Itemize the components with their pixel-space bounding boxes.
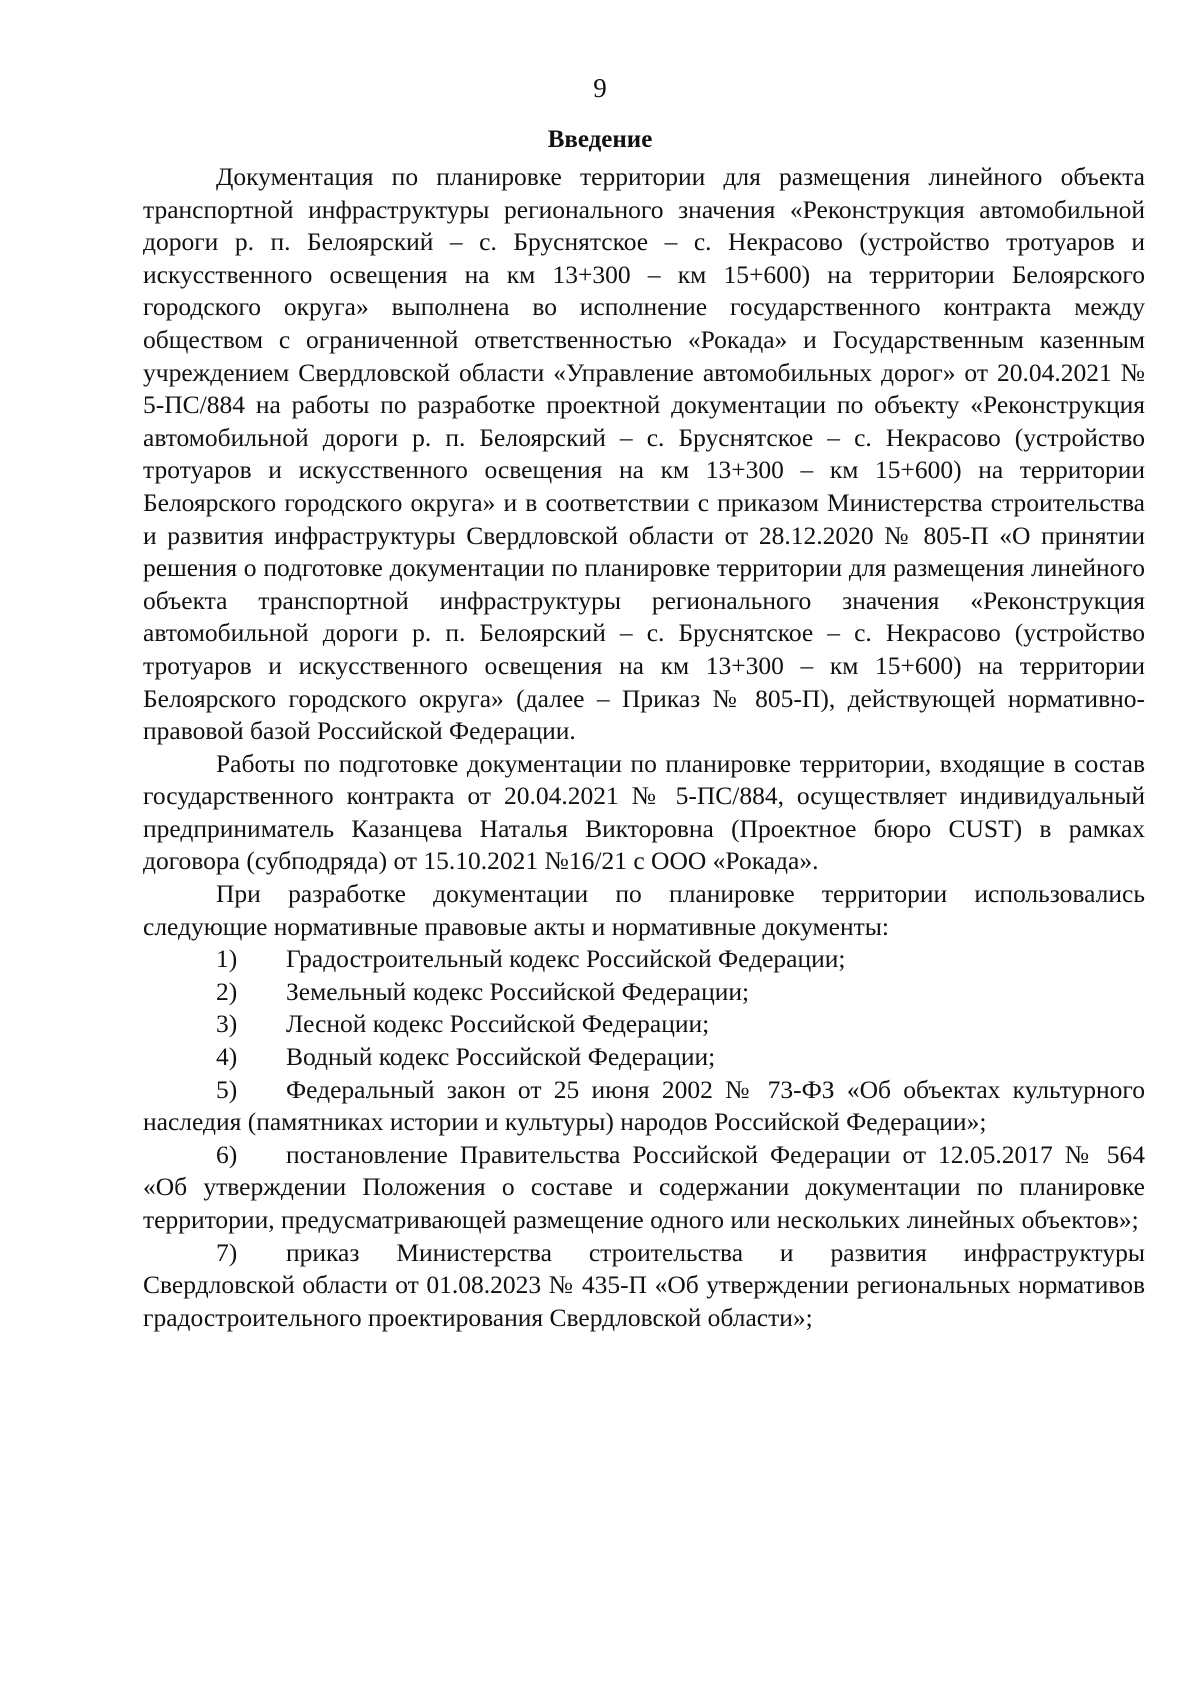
list-item-text: приказ Министерства строительства и развития инфраструктуры Свердловской области от 01.08.2023 № 435-П «Об утверждении региональных нормативов градостроительного проектирования Свердловской области»; [143,1237,1145,1332]
list-item-number: 2) [216,976,238,1006]
list-item-text: Водный кодекс Российской Федерации; [286,1042,716,1072]
section-heading: Введение [547,126,653,153]
list-item [143,1074,1145,1139]
list-item-number: 4) [216,1042,238,1072]
list-item-number: 7) [216,1237,238,1267]
list-item-number: 1) [216,944,238,974]
list-item-text: постановление Правительства Российской Федерации от 12.05.2017 № 564 «Об утверждении Положения о составе и содержании документации по планировке территории, предусматривающей размещение одного или нескольких линейных объектов»; [143,1139,1145,1234]
list-item [143,1139,1145,1237]
document-body [143,161,1145,1334]
list-item-text: Градостроительный кодекс Российской Федерации; [286,944,846,974]
list-item-number: 5) [216,1074,238,1104]
list-item-text: Лесной кодекс Российской Федерации; [286,1009,710,1039]
list-item-text: Федеральный закон от 25 июня 2002 № 73-ФЗ «Об объектах культурного наследия (памятниках истории и культуры) народов Российской Федерации»; [143,1074,1145,1137]
list-item [143,1041,1145,1074]
regulations-list [143,943,1145,1334]
list-item-number: 3) [216,1009,238,1039]
list-item-text: Земельный кодекс Российской Федерации; [286,976,750,1006]
page-number: 9 [593,73,607,103]
paragraph-intro: Документация по планировке территории для размещения линейного объекта транспортной инфраструктуры регионального значения «Реконструкция автомобильной дороги р. п. Белоярский – с. Бруснятское – с. Некрасово (устройство тротуаров и искусственного освещения на км 13+300 – км 15+600) на территории Белоярского городского округа» выполнена во исполнение государственного контракта между обществом с ограниченной ответственностью «Рокада» и Государственным казенным учреждением Свердловской области «Управление автомобильных дорог» от 20.04.2021 № 5-ПС/884 на работы по разработке проектной документации по объекту «Реконструкция автомобильной дороги р. п. Белоярский – с. Бруснятское – с. Некрасово (устройство тротуаров и искусственного освещения на км 13+300 – км 15+600) на территории Белоярского городского округа» и в соответствии с приказом Министерства строительства и развития инфраструктуры Свердловской области от 28.12.2020 № 805-П «О принятии решения о подготовке документации по планировке территории для размещения линейного объекта транспортной инфраструктуры регионального значения «Реконструкция автомобильной дороги р. п. Белоярский – с. Бруснятское – с. Некрасово (устройство тротуаров и искусственного освещения на км 13+300 – км 15+600) на территории Белоярского городского округа» (далее – Приказ № 805-П), действующей нормативно-правовой базой Российской Федерации. [143,162,1145,746]
list-item [143,943,1145,976]
list-item [143,1008,1145,1041]
list-item [143,1237,1145,1335]
list-item [143,976,1145,1009]
list-item-number: 6) [216,1139,238,1169]
paragraph-regulations-lead: При разработке документации по планировке территории использовались следующие нормативные правовые акты и нормативные документы: [143,879,1145,941]
paragraph-contractor: Работы по подготовке документации по планировке территории, входящие в состав государственного контракта от 20.04.2021 № 5-ПС/884, осуществляет индивидуальный предприниматель Казанцева Наталья Викторовна (Проектное бюро CUST) в рамках договора (субподряда) от 15.10.2021 №16/21 с ООО «Рокада». [143,748,1145,876]
